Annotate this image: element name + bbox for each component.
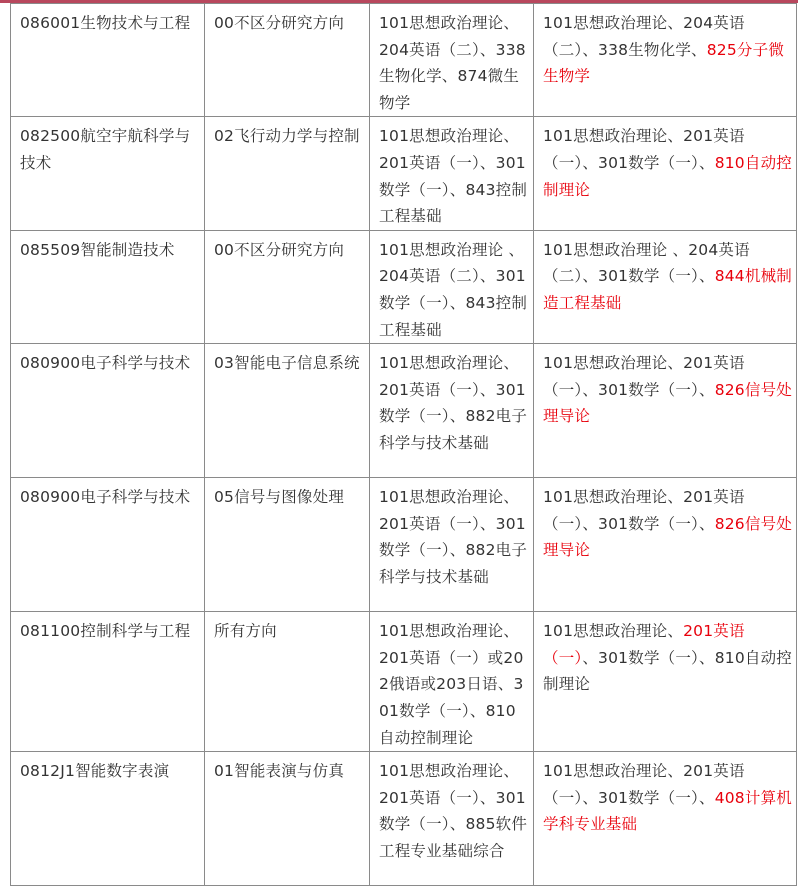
- adjusted-subjects-cell: [534, 752, 797, 886]
- adjusted-text: 101思想政治理论、204英语（二）、338生物化学、: [543, 14, 745, 59]
- table-row: [11, 752, 797, 886]
- adjusted-subjects-cell: [534, 230, 797, 343]
- subject-change-table: [10, 3, 797, 886]
- changed-subject: 201英语（一）: [543, 622, 745, 667]
- major-cell: 080900电子科学与技术: [11, 344, 205, 478]
- adjusted-subjects-cell: [534, 4, 797, 117]
- changed-subject: 810自动控制理论: [543, 153, 792, 199]
- adjusted-text: 101思想政治理论 、204英语（二）、301数学（一）、: [543, 240, 750, 286]
- table-row: [11, 4, 797, 117]
- table-row: [11, 344, 797, 478]
- changed-subject: 826信号处理导论: [543, 514, 792, 560]
- major-cell: 081100控制科学与工程: [11, 612, 205, 752]
- major-cell: 082500航空宇航科学与技术: [11, 117, 205, 230]
- table-row: [11, 612, 797, 752]
- direction-cell: 00不区分研究方向: [205, 4, 370, 117]
- adjusted-text: 101思想政治理论、201英语（一）、301数学（一）、: [543, 762, 745, 807]
- adjusted-text: 101思想政治理论、201英语（一）、301数学（一）、: [543, 127, 745, 172]
- exam-subjects-cell: 101思想政治理论、204英语（二）、338生物化学、874微生物学: [370, 4, 534, 117]
- changed-subject: 826信号处理导论: [543, 380, 792, 426]
- exam-subjects-cell: 101思想政治理论、201英语（一）、301数学（一）、882电子科学与技术基础: [370, 478, 534, 612]
- changed-subject: 844机械制造工程基础: [543, 267, 792, 312]
- adjusted-text: 101思想政治理论、201英语（一）、301数学（一）、: [543, 354, 745, 399]
- adjusted-subjects-cell: [534, 117, 797, 230]
- exam-subjects-cell: 101思想政治理论、201英语（一）、301数学（一）、882电子科学与技术基础: [370, 344, 534, 478]
- adjusted-text-tail: 、301数学（一）、810自动控制理论: [543, 648, 792, 694]
- table-row: [11, 478, 797, 612]
- direction-cell: 03智能电子信息系统: [205, 344, 370, 478]
- direction-cell: 00不区分研究方向: [205, 230, 370, 343]
- direction-cell: 所有方向: [205, 612, 370, 752]
- direction-cell: 05信号与图像处理: [205, 478, 370, 612]
- exam-subjects-cell: 101思想政治理论、201英语（一）或202俄语或203日语、301数学（一）、810自动控制理论: [370, 612, 534, 752]
- direction-cell: 02飞行动力学与控制: [205, 117, 370, 230]
- adjusted-subjects-cell: [534, 344, 797, 478]
- direction-cell: 01智能表演与仿真: [205, 752, 370, 886]
- major-cell: 0812J1智能数字表演: [11, 752, 205, 886]
- major-cell: 085509智能制造技术: [11, 230, 205, 343]
- table-row: [11, 117, 797, 230]
- adjusted-text: 101思想政治理论、: [543, 622, 684, 641]
- exam-subjects-cell: 101思想政治理论 、204英语（二）、301数学（一）、843控制工程基础: [370, 230, 534, 343]
- exam-subjects-cell: 101思想政治理论、201英语（一）、301数学（一）、885软件工程专业基础综合: [370, 752, 534, 886]
- changed-subject: 408计算机学科专业基础: [543, 788, 792, 834]
- exam-subjects-cell: 101思想政治理论、201英语（一）、301数学（一）、843控制工程基础: [370, 117, 534, 230]
- major-cell: 086001生物技术与工程: [11, 4, 205, 117]
- major-cell: 080900电子科学与技术: [11, 478, 205, 612]
- adjusted-text: 101思想政治理论、201英语（一）、301数学（一）、: [543, 488, 745, 533]
- adjusted-subjects-cell: [534, 478, 797, 612]
- adjusted-subjects-cell: [534, 612, 797, 752]
- changed-subject: 825分子微生物学: [543, 40, 785, 86]
- table-row: [11, 230, 797, 343]
